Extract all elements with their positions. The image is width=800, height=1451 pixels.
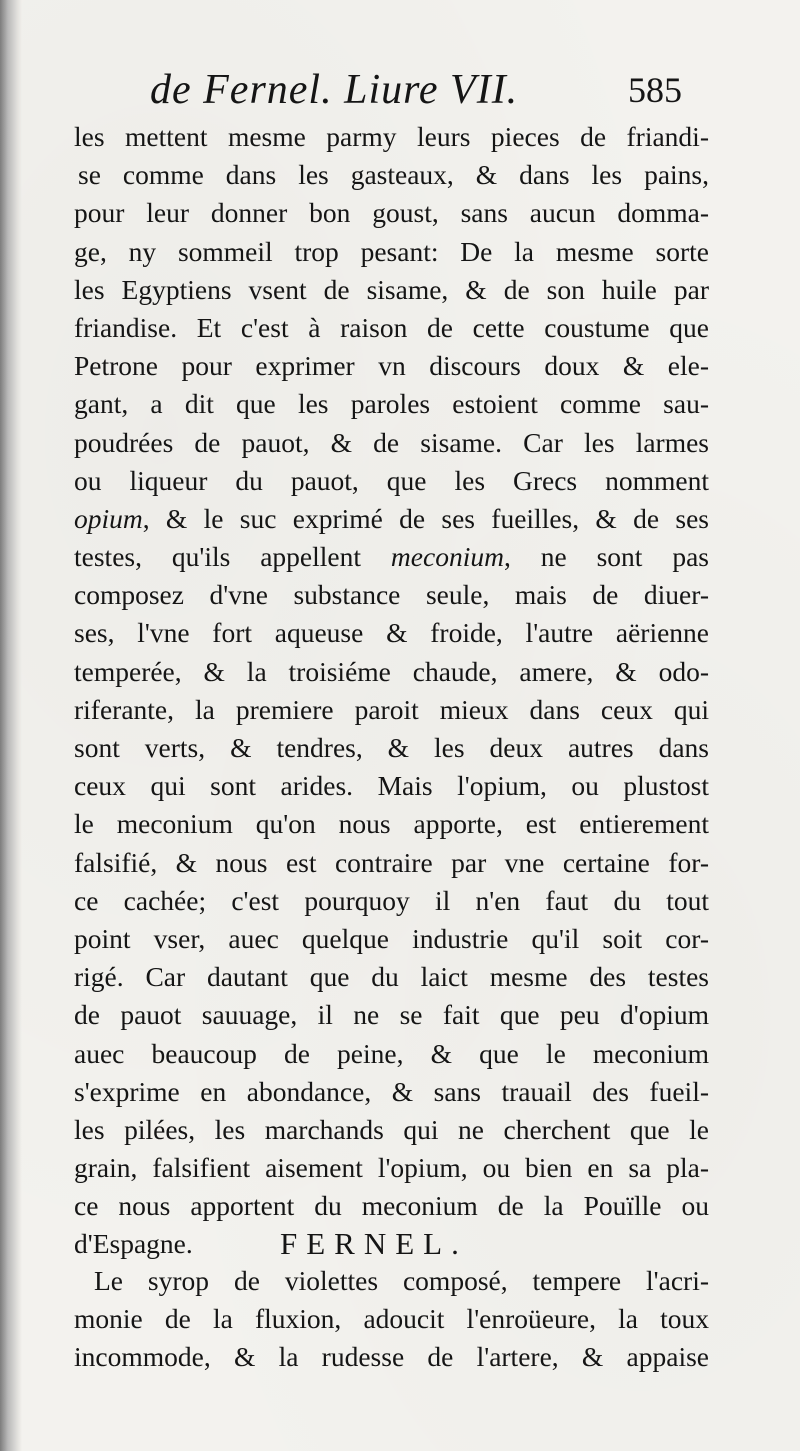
- text-line: incommode, & la rudesse de l'artere, & appaise: [74, 1341, 709, 1373]
- text-line: friandise. Et c'est à raison de cette coustume que: [74, 311, 709, 343]
- text-line: ses, l'vne fort aqueuse & froide, l'autre aërienne: [74, 617, 709, 649]
- text-line: monie de la fluxion, adoucit l'enroüeure, la toux: [74, 1303, 709, 1335]
- text-line: ge, ny sommeil trop pesant: De la mesme sorte: [74, 235, 709, 267]
- text-line: ceux qui sont arides. Mais l'opium, ou plustost: [74, 770, 709, 802]
- text-line: poudrées de pauot, & de sisame. Car les larmes: [74, 426, 709, 458]
- text-line: Le syrop de violettes composé, tempere l'acri-: [94, 1265, 709, 1296]
- text-line: rigé. Car dautant que du laict mesme des testes: [74, 961, 709, 993]
- text-line: composez d'vne substance seule, mais de diuer-: [74, 579, 709, 611]
- paragraph-2: [74, 1262, 709, 1377]
- text-line: testes, qu'ils appellent meconium, ne sont pas: [74, 541, 709, 573]
- text-line: gant, a dit que les paroles estoient comme sau-: [74, 388, 709, 420]
- text-line: les pilées, les marchands qui ne cherchent que le: [74, 1113, 709, 1145]
- text-line: les Egyptiens vsent de sisame, & de son huile par: [74, 273, 709, 305]
- text-line: se comme dans les gasteaux, & dans les pains,: [78, 159, 709, 191]
- running-head-title: de Fernel. Liure VII.: [150, 67, 519, 113]
- text-line: s'exprime en abondance, & sans trauail des fueil-: [74, 1075, 709, 1107]
- text-line: point vser, auec quelque industrie qu'il soit cor-: [74, 922, 709, 954]
- page-number: 585: [628, 70, 682, 110]
- text-line: grain, falsifient aisement l'opium, ou bien en sa pla-: [74, 1152, 709, 1184]
- text-line: de pauot sauuage, il ne se fait que peu d'opium: [74, 999, 709, 1031]
- paragraph-1: [74, 118, 709, 1264]
- text-line: riferante, la premiere paroit mieux dans ceux qui: [74, 693, 709, 725]
- text-line: opium, & le suc exprimé de ses fueilles, & de ses: [74, 502, 709, 534]
- text-line: les mettent mesme parmy leurs pieces de friandi-: [74, 121, 709, 152]
- section-heading: FERNEL.: [280, 1226, 468, 1261]
- text-line: sont verts, & tendres, & les deux autres dans: [74, 732, 709, 763]
- text-line: ou liqueur du pauot, que les Grecs nomment: [74, 464, 709, 496]
- text-line: ce cachée; c'est pourquoy il n'en faut du tout: [74, 884, 709, 916]
- text-line: le meconium qu'on nous apporte, est entierement: [74, 808, 709, 840]
- text-line: Petrone pour exprimer vn discours doux & ele-: [74, 350, 709, 382]
- text-line: d'Espagne.: [74, 1228, 193, 1260]
- text-line: temperée, & la troisiéme chaude, amere, & odo-: [74, 655, 709, 687]
- running-head: [150, 60, 710, 120]
- text-line: auec beaucoup de peine, & que le meconium: [74, 1037, 709, 1069]
- text-line: falsifié, & nous est contraire par vne certaine for-: [74, 846, 709, 878]
- text-line: ce nous apportent du meconium de la Pouïlle ou: [74, 1190, 709, 1222]
- text-line: pour leur donner bon goust, sans aucun domma-: [74, 197, 709, 229]
- page-gutter-edge: [0, 0, 22, 1451]
